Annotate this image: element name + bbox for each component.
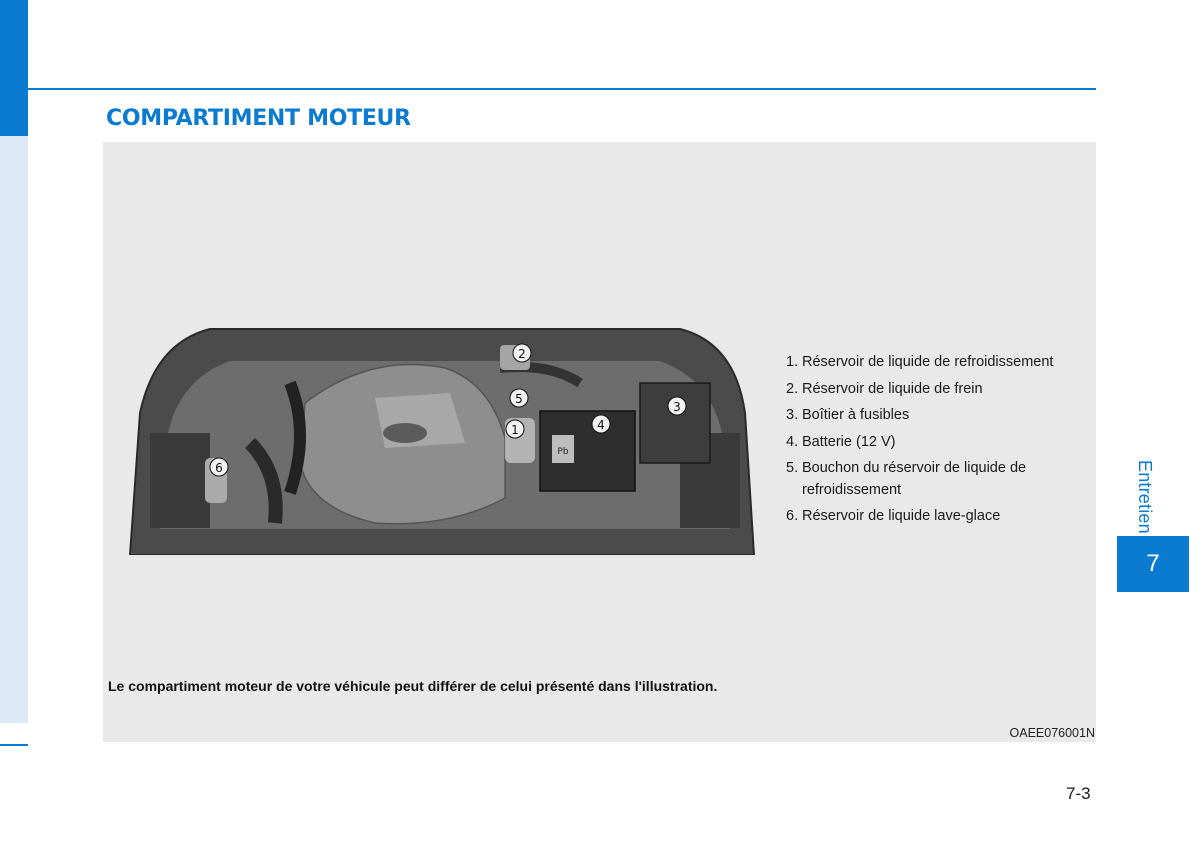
legend-item — [786, 405, 1086, 427]
svg-text:3: 3 — [673, 400, 681, 414]
svg-text:5: 5 — [515, 392, 523, 406]
legend-number: 3. — [786, 407, 799, 423]
legend-item — [786, 458, 1086, 501]
left-color-tab — [0, 0, 28, 136]
callout-3 — [668, 397, 686, 415]
battery-pb-label: Pb — [557, 447, 569, 457]
callout-6 — [210, 458, 228, 476]
legend-number: 5. — [786, 460, 799, 476]
figure-code: OAEE076001N — [1009, 726, 1095, 740]
figure-caption: Le compartiment moteur de votre véhicule peut différer de celui présenté dans l'illustration. — [108, 678, 718, 694]
svg-text:2: 2 — [518, 347, 526, 361]
legend-text: Boîtier à fusibles — [802, 407, 910, 423]
header-rule — [28, 88, 1096, 90]
engine-compartment-illustration — [120, 323, 760, 555]
svg-text:1: 1 — [511, 423, 519, 437]
component-legend — [786, 352, 1086, 533]
legend-number: 2. — [786, 380, 799, 397]
chapter-tab: 7 — [1117, 536, 1189, 592]
callout-4 — [592, 415, 610, 433]
legend-text: Réservoir de liquide de frein — [802, 380, 983, 397]
section-side-label: Entretien — [1135, 460, 1155, 534]
page-number: 7-3 — [1066, 784, 1091, 803]
legend-item — [786, 352, 1086, 374]
legend-text: Batterie (12 V) — [802, 433, 896, 450]
svg-text:4: 4 — [597, 418, 605, 432]
legend-text: Bouchon du réservoir de liquide de refroidissement — [802, 460, 1027, 498]
svg-text:6: 6 — [215, 461, 223, 475]
legend-number: 1. — [786, 354, 799, 370]
legend-item — [786, 379, 1086, 401]
page-title: COMPARTIMENT MOTEUR — [106, 106, 411, 131]
legend-text: Réservoir de liquide lave-glace — [802, 508, 1001, 524]
legend-number: 6. — [786, 508, 799, 524]
legend-item — [786, 506, 1086, 528]
callout-5 — [510, 389, 528, 407]
footer-rule — [0, 744, 28, 746]
callout-1 — [506, 420, 524, 438]
legend-number: 4. — [786, 433, 799, 450]
legend-item — [786, 432, 1086, 454]
legend-text: Réservoir de liquide de refroidissement — [802, 354, 1054, 370]
callout-2 — [513, 344, 531, 362]
